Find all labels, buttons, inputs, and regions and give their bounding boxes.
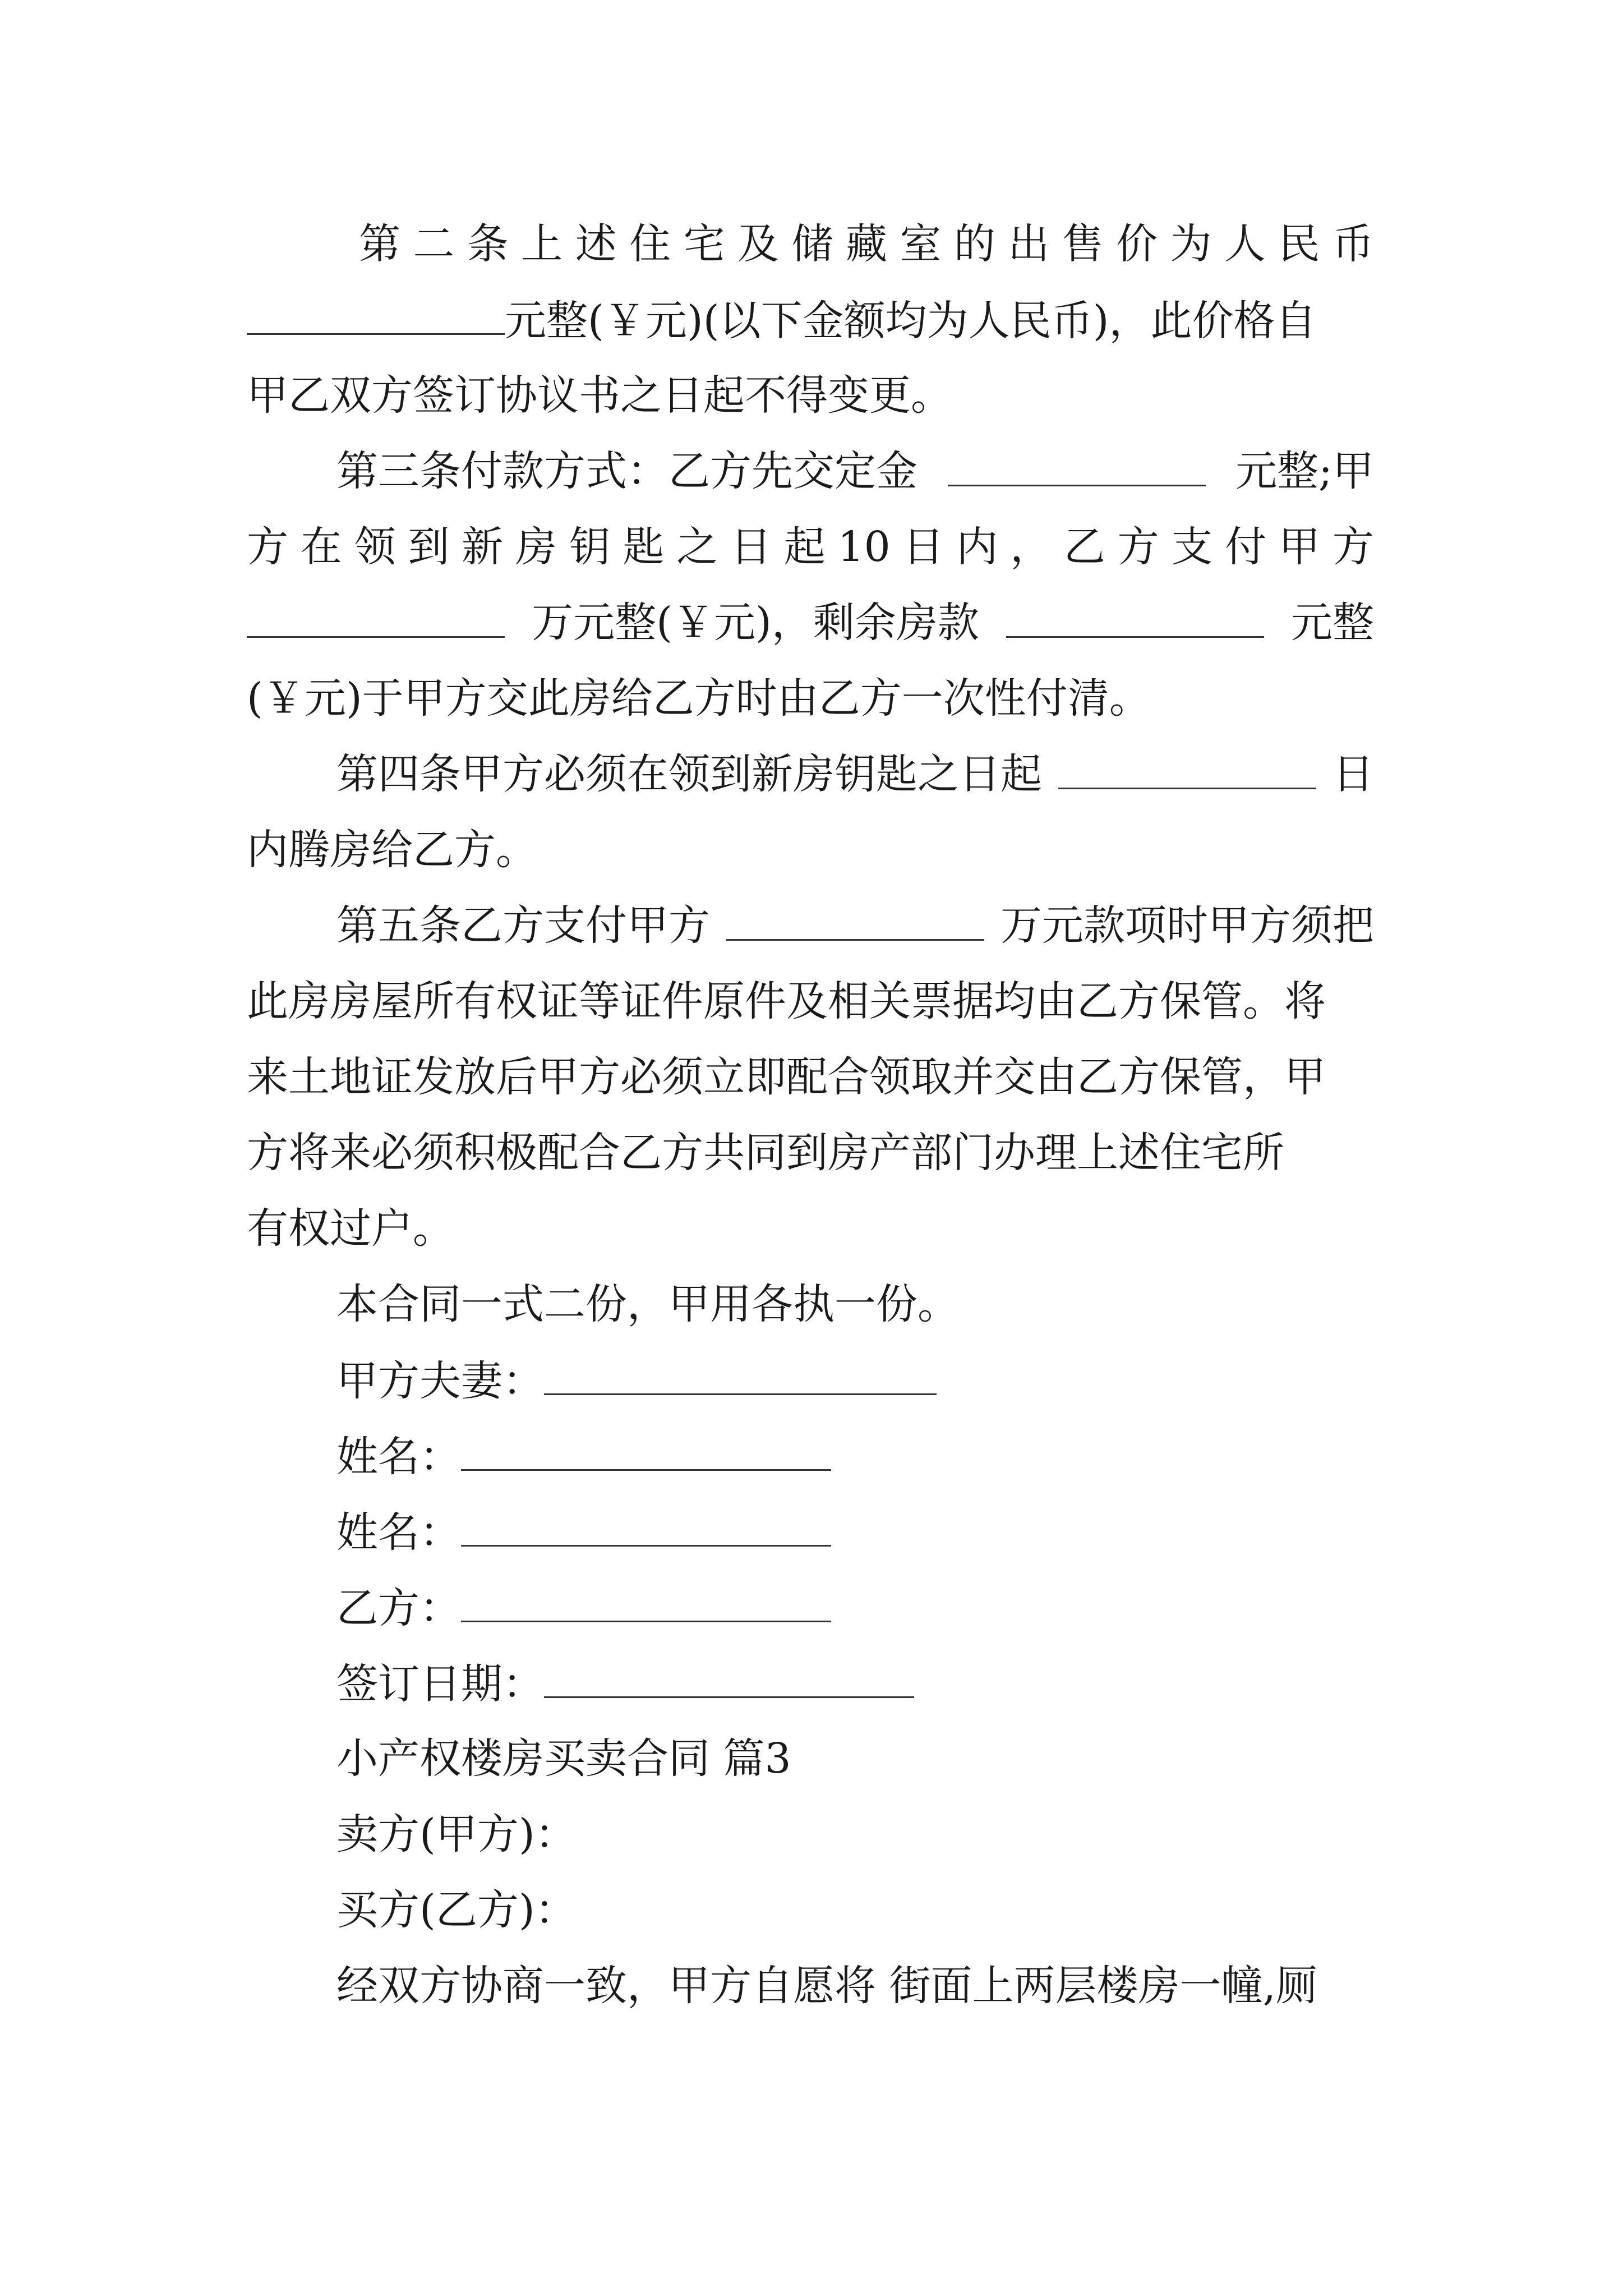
payment-blank[interactable] <box>247 595 505 638</box>
name1-blank[interactable] <box>461 1428 831 1471</box>
sign-date-row: 签订日期： <box>336 1655 914 1712</box>
art5-line2: 此房房屋所有权证等证件原件及相关票据均由乙方保管。将 <box>247 977 1326 1025</box>
art3-line1: 第三条付款方式：乙方先交定金 元整;甲 <box>336 443 1374 499</box>
name1-row: 姓名： <box>336 1428 831 1485</box>
deposit-blank[interactable] <box>948 443 1206 486</box>
copies-clause: 本合同一式二份，甲用各执一份。 <box>336 1280 959 1328</box>
art2-line2: 元整(￥元)(以下金额均为人民币)，此价格自 <box>247 292 1316 349</box>
party-b-row: 乙方： <box>336 1579 831 1636</box>
party-a-couple-row: 甲方夫妻： <box>336 1352 937 1409</box>
art5-line3: 来土地证发放后甲方必须立即配合领取并交由乙方保管，甲 <box>247 1053 1326 1101</box>
party-a-couple-blank[interactable] <box>544 1352 937 1395</box>
art3-line4: (￥元)于甲方交此房给乙方时由乙方一次性付清。 <box>247 674 1151 723</box>
name2-blank[interactable] <box>461 1503 831 1547</box>
section3-intro: 经双方协商一致，甲方自愿将 街面上两层楼房一幢,厕 <box>336 1962 1318 2010</box>
sign-date-blank[interactable] <box>544 1655 914 1698</box>
art2-line1: 第 二 条 上 述 住 宅 及 储 藏 室 的 出 售 价 为 人 民 币 <box>359 220 1374 268</box>
buyer-line: 买方(乙方)： <box>336 1886 577 1934</box>
art4-line2: 内腾房给乙方。 <box>247 826 537 874</box>
art4-line1: 第四条甲方必须在领到新房钥匙之日起 日 <box>336 746 1374 802</box>
art5-line5: 有权过户。 <box>247 1204 454 1253</box>
art5-line1: 第五条乙方支付甲方 万元款项时甲方须把 <box>336 898 1374 954</box>
section3-heading: 小产权楼房买卖合同 篇3 <box>336 1734 791 1783</box>
remaining-blank[interactable] <box>1006 595 1264 638</box>
seller-line: 卖方(甲方)： <box>336 1810 577 1858</box>
art3-line2: 方 在 领 到 新 房 钥 匙 之 日 起 10 日 内 ， 乙 方 支 付 甲 方 <box>247 523 1374 571</box>
name2-row: 姓名： <box>336 1503 831 1561</box>
art3-line3: 万元整(￥元)，剩余房款 元整 <box>247 595 1374 651</box>
days-blank[interactable] <box>1058 746 1316 789</box>
price-blank[interactable] <box>247 292 505 335</box>
art5-line4: 方将来必须积极配合乙方共同到房产部门办理上述住宅所 <box>247 1129 1284 1177</box>
party-b-blank[interactable] <box>461 1579 831 1622</box>
art2-line3: 甲乙双方签订协议书之日起不得变更。 <box>247 371 952 420</box>
amount-blank[interactable] <box>726 898 984 941</box>
